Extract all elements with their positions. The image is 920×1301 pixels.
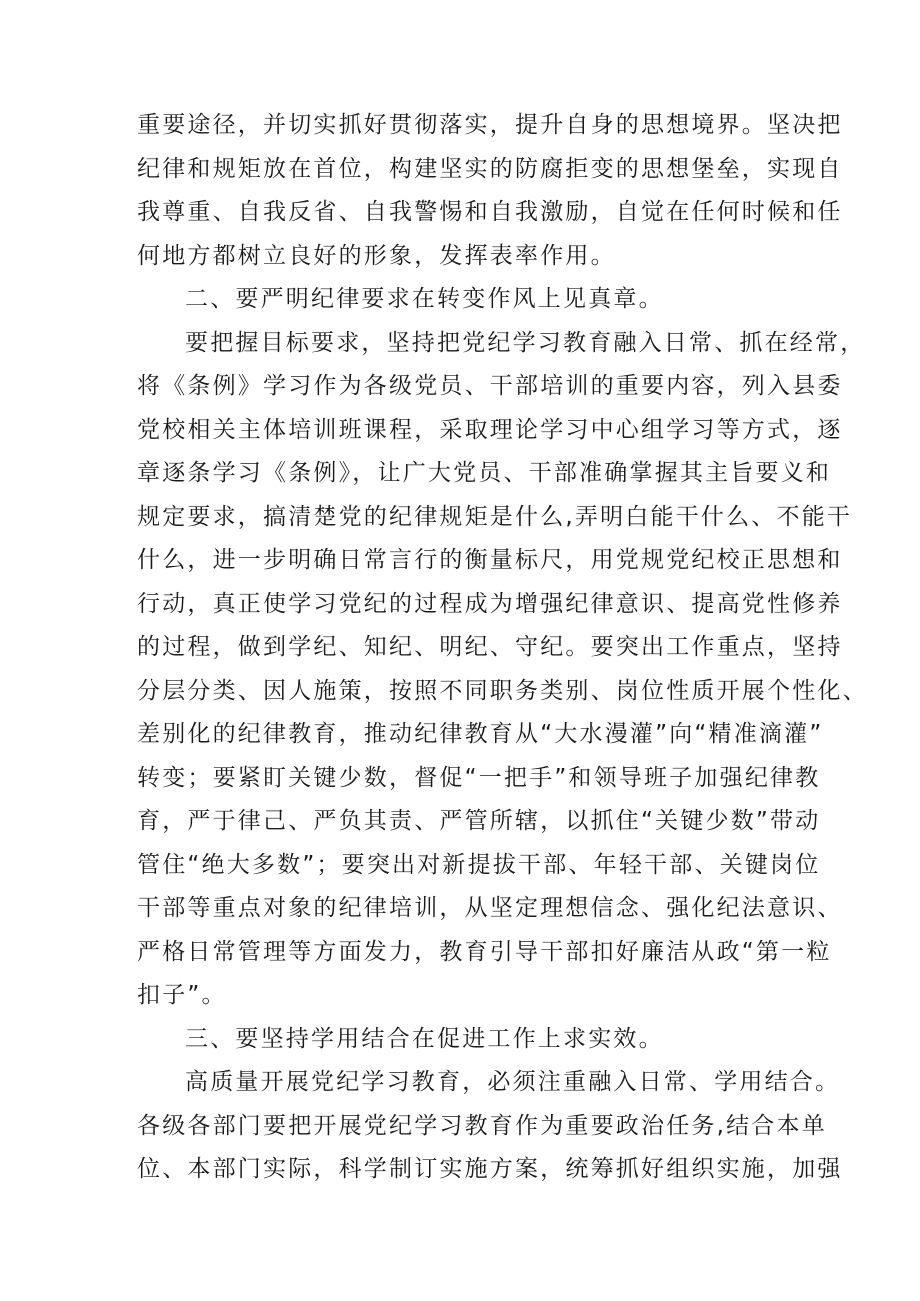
text-line: 分层分类、因人施策，按照不同职务类别、岗位性质开展个性化、: [137, 677, 868, 704]
text-line: 重要途径，并切实抓好贯彻落实，提升自身的思想境界。坚决把: [137, 112, 843, 138]
text-line: 将《条例》学习作为各级党员、干部培训的重要内容，列入县委: [137, 373, 843, 399]
text-line: 位、本部门实际，科学制订实施方案，统筹抓好组织实施，加强: [137, 1156, 843, 1182]
text-line: 的过程，做到学纪、知纪、明纪、守纪。要突出工作重点，坚持: [137, 634, 843, 660]
text-line: 纪律和规矩放在首位，构建坚实的防腐拒变的思想堡垒，实现自: [137, 155, 843, 182]
text-line: 党校相关主体培训班课程，采取理论学习中心组学习等方式，逐: [137, 416, 843, 443]
text-line: 扣子”。: [137, 982, 227, 1008]
document-body: [137, 104, 868, 1192]
text-line: 管住“绝大多数”；要突出对新提拔干部、年轻干部、关键岗位: [137, 851, 821, 878]
text-line: 差别化的纪律教育，推动纪律教育从“大水漫灌”向“精准滴灌”: [137, 721, 824, 747]
text-line: 规定要求，搞清楚党的纪律规矩是什么,弄明白能干什么、不能干: [137, 503, 853, 530]
text-line: 严格日常管理等方面发力，教育引导干部扣好廉洁从政“第一粒: [137, 938, 832, 965]
text-line: 各级各部门要把开展党纪学习教育作为重要政治任务,结合本单: [137, 1112, 827, 1139]
text-line: 什么，进一步明确日常言行的衡量标尺，用党规党纪校正思想和: [137, 547, 843, 573]
text-line: 二、要严明纪律要求在转变作风上见真章。: [185, 286, 664, 312]
text-line: 转变；要紧盯关键少数，督促“一把手”和领导班子加强纪律教: [137, 764, 821, 791]
text-line: 章逐条学习《条例》，让广大党员、干部准确掌握其主旨要义和: [137, 460, 832, 486]
text-line: 要把握目标要求，坚持把党纪学习教育融入日常、抓在经常，: [185, 329, 866, 356]
text-line: 育，严于律己、严负其责、严管所辖，以抓住“关键少数”带动: [137, 808, 821, 834]
text-line: 何地方都树立良好的形象，发挥表率作用。: [137, 242, 616, 269]
text-line: 高质量开展党纪学习教育，必须注重融入日常、学用结合。: [185, 1069, 841, 1095]
text-line: 我尊重、自我反省、自我警惕和自我激励，自觉在任何时候和任: [137, 199, 843, 225]
text-line: 行动，真正使学习党纪的过程成为增强纪律意识、提高党性修养: [137, 590, 843, 617]
text-line: 干部等重点对象的纪律培训，从坚定理想信念、强化纪法意识、: [137, 895, 843, 921]
text-line: 三、要坚持学用结合在促进工作上求实效。: [185, 1025, 664, 1052]
